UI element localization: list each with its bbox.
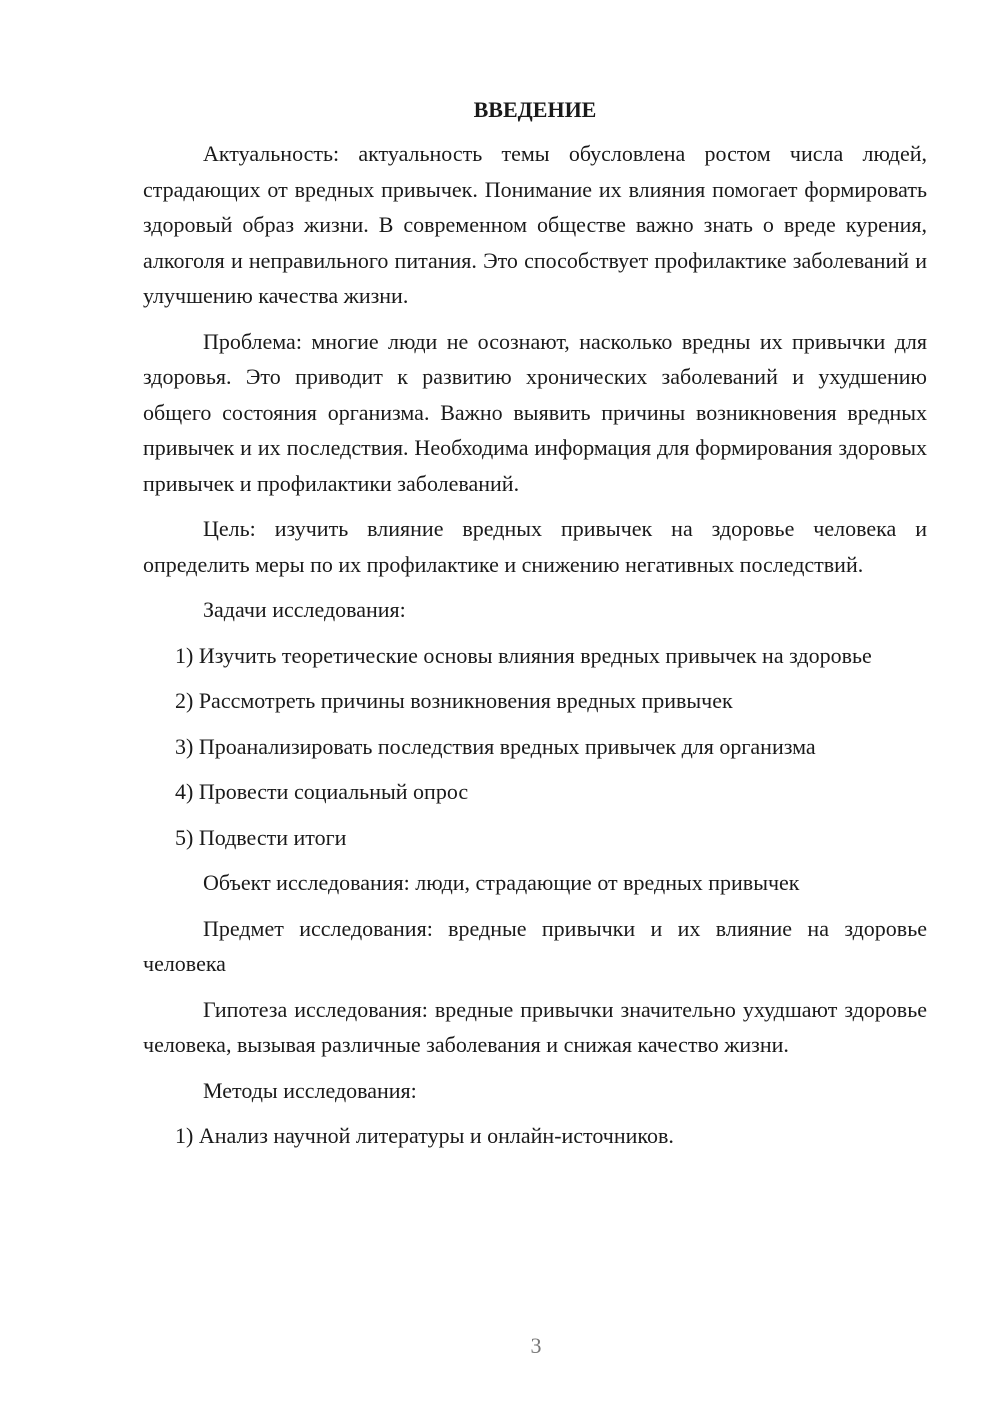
hypothesis-paragraph: Гипотеза исследования: вредные привычки значительно ухудшают здоровье человека, вызывая различные заболевания и снижая качество жизни. (143, 996, 927, 1057)
page-number: 3 (530, 1333, 542, 1358)
task-item: 4) Провести социальный опрос (175, 779, 469, 804)
task-item: 2) Рассмотреть причины возникновения вредных привычек (175, 688, 733, 713)
document-body (143, 94, 927, 1164)
problem-paragraph: Проблема: многие люди не осознают, насколько вредны их привычки для здоровья. Это приводит к развитию хронических заболеваний и ухудшению общего состояния организма. Важно выявить причины возникновения вредных привычек и их последствия. Необходима информация для формирования здоровых привычек и профилактики заболеваний. (143, 328, 927, 496)
task-item: 5) Подвести итоги (175, 824, 347, 850)
task-item: 1) Изучить теоретические основы влияния вредных привычек на здоровье (175, 642, 872, 668)
tasks-heading: Задачи исследования: (203, 597, 406, 622)
section-title: ВВЕДЕНИЕ (473, 97, 597, 122)
method-item: 1) Анализ научной литературы и онлайн-источников. (175, 1123, 674, 1148)
object-paragraph: Объект исследования: люди, страдающие от вредных привычек (203, 870, 800, 895)
relevance-paragraph: Актуальность: актуальность темы обусловлена ростом числа людей, страдающих от вредных привычек. Понимание их влияния помогает формировать здоровый образ жизни. В современном обществе важно знать о вреде курения, алкоголя и неправильного питания. Это способствует профилактике заболеваний и улучшению качества жизни. (143, 141, 927, 308)
methods-heading: Методы исследования: (203, 1077, 417, 1103)
task-item: 3) Проанализировать последствия вредных привычек для организма (175, 733, 816, 759)
goal-paragraph: Цель: изучить влияние вредных привычек на здоровье человека и определить меры по их профилактике и снижению негативных последствий. (143, 516, 927, 577)
subject-paragraph: Предмет исследования: вредные привычки и их влияние на здоровье человека (143, 915, 927, 976)
